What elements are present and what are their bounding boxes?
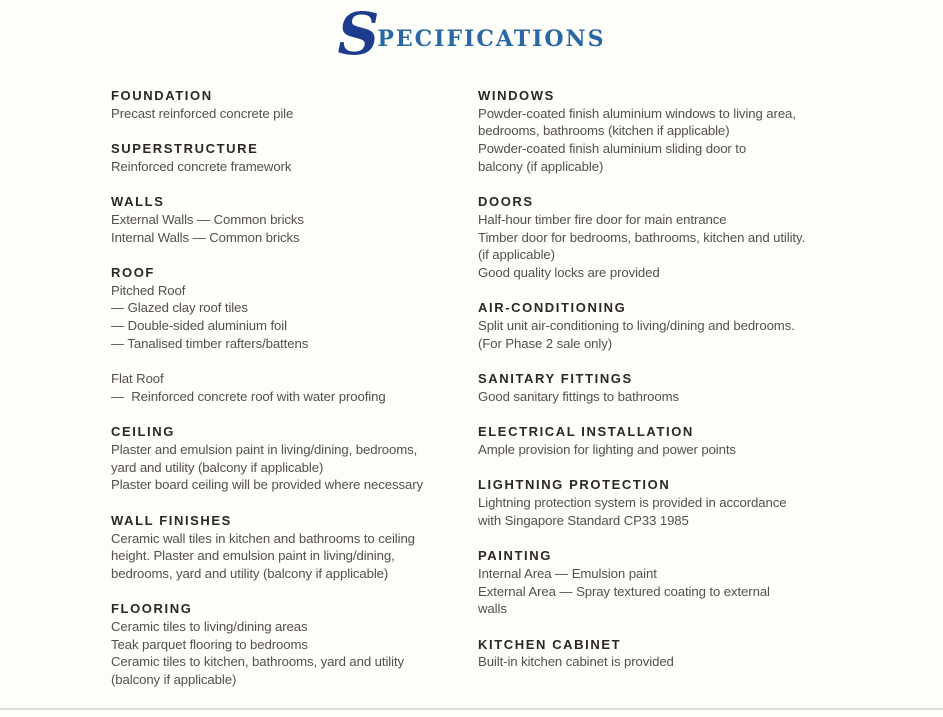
section-line: Teak parquet flooring to bedrooms <box>111 636 308 652</box>
section-line: — Double-sided aluminium foil <box>111 318 287 334</box>
page-bottom-edge <box>0 708 943 710</box>
spec-section <box>478 423 838 458</box>
section-line: (balcony if applicable) <box>111 672 237 688</box>
section-heading: AIR-CONDITIONING <box>478 300 627 316</box>
section-heading: PAINTING <box>478 548 552 564</box>
section-heading: FOUNDATION <box>111 88 213 103</box>
spec-section <box>478 476 838 529</box>
section-line: Plaster board ceiling will be provided where necessary <box>111 477 423 493</box>
section-line: Powder-coated finish aluminium sliding door to <box>478 141 747 157</box>
section-line: balcony (if applicable) <box>478 158 604 174</box>
section-line: height. Plaster and emulsion paint in living/dining, <box>111 548 395 564</box>
page-title-initial: S <box>337 0 378 68</box>
section-line: bedrooms, yard and utility (balcony if applicable) <box>111 565 389 581</box>
section-line: — Reinforced concrete roof with water proofing <box>111 388 386 404</box>
spec-column-left <box>111 87 471 707</box>
blank-line <box>111 353 471 371</box>
section-line: Ceramic tiles to kitchen, bathrooms, yard and utility <box>111 654 405 670</box>
section-heading: KITCHEN CABINET <box>478 636 622 652</box>
section-heading: WALL FINISHES <box>111 512 232 528</box>
section-heading: CEILING <box>111 424 175 440</box>
section-heading: ROOF <box>111 264 155 280</box>
spec-section <box>111 264 471 406</box>
section-heading: LIGHTNING PROTECTION <box>478 477 671 493</box>
spec-section <box>111 512 471 583</box>
section-line: with Singapore Standard CP33 1985 <box>478 512 689 528</box>
section-line: Good sanitary fittings to bathrooms <box>478 388 680 404</box>
spec-section <box>111 140 471 175</box>
section-heading: WINDOWS <box>478 88 555 103</box>
spec-section <box>111 87 471 122</box>
section-line: Half-hour timber fire door for main entrance <box>478 211 727 227</box>
section-line: External Walls — Common bricks <box>111 211 304 227</box>
spec-section <box>478 87 838 176</box>
section-heading: SANITARY FITTINGS <box>478 371 633 387</box>
section-line: Internal Area — Emulsion paint <box>478 565 657 581</box>
section-line: Reinforced concrete framework <box>111 158 292 174</box>
section-line: Ceramic wall tiles in kitchen and bathrooms to ceiling <box>111 530 415 546</box>
section-line: yard and utility (balcony if applicable) <box>111 459 324 475</box>
spec-section <box>478 370 838 405</box>
spec-column-right <box>478 87 838 689</box>
section-line: Flat Roof <box>111 371 164 387</box>
section-heading: FLOORING <box>111 601 193 617</box>
spec-section <box>478 547 838 618</box>
section-line: (if applicable) <box>478 247 555 263</box>
section-line: Ample provision for lighting and power points <box>478 442 736 457</box>
section-line: Good quality locks are provided <box>478 265 660 281</box>
section-heading: DOORS <box>478 194 534 210</box>
page-title-rest: pecifications <box>377 18 606 54</box>
section-line: Pitched Roof <box>111 282 186 298</box>
section-line: Powder-coated finish aluminium windows to living area, <box>478 105 796 121</box>
section-line: Split unit air-conditioning to living/dining and bedrooms. <box>478 318 795 334</box>
page-title <box>0 2 943 66</box>
section-line: Built-in kitchen cabinet is provided <box>478 654 674 670</box>
section-heading: WALLS <box>111 194 165 210</box>
section-line: Ceramic tiles to living/dining areas <box>111 619 308 634</box>
section-line: External Area — Spray textured coating to external <box>478 583 770 599</box>
section-line: Lightning protection system is provided in accordance <box>478 495 787 511</box>
section-line: Precast reinforced concrete pile <box>111 105 294 121</box>
spec-section <box>111 600 471 689</box>
spec-section <box>111 423 471 494</box>
section-line: Plaster and emulsion paint in living/dining, bedrooms, <box>111 442 418 457</box>
section-line: bedrooms, bathrooms (kitchen if applicable) <box>478 123 730 139</box>
section-line: (For Phase 2 sale only) <box>478 335 613 351</box>
section-line: Internal Walls — Common bricks <box>111 229 300 245</box>
spec-section <box>478 636 838 671</box>
section-line: walls <box>478 601 507 617</box>
spec-section <box>478 193 838 282</box>
spec-section <box>111 193 471 246</box>
spec-section <box>478 299 838 352</box>
section-heading: ELECTRICAL INSTALLATION <box>478 424 694 440</box>
section-heading: SUPERSTRUCTURE <box>111 141 259 157</box>
section-line: — Glazed clay roof tiles <box>111 300 248 316</box>
section-line: Timber door for bedrooms, bathrooms, kitchen and utility. <box>478 229 806 245</box>
section-line: — Tanalised timber rafters/battens <box>111 335 309 351</box>
